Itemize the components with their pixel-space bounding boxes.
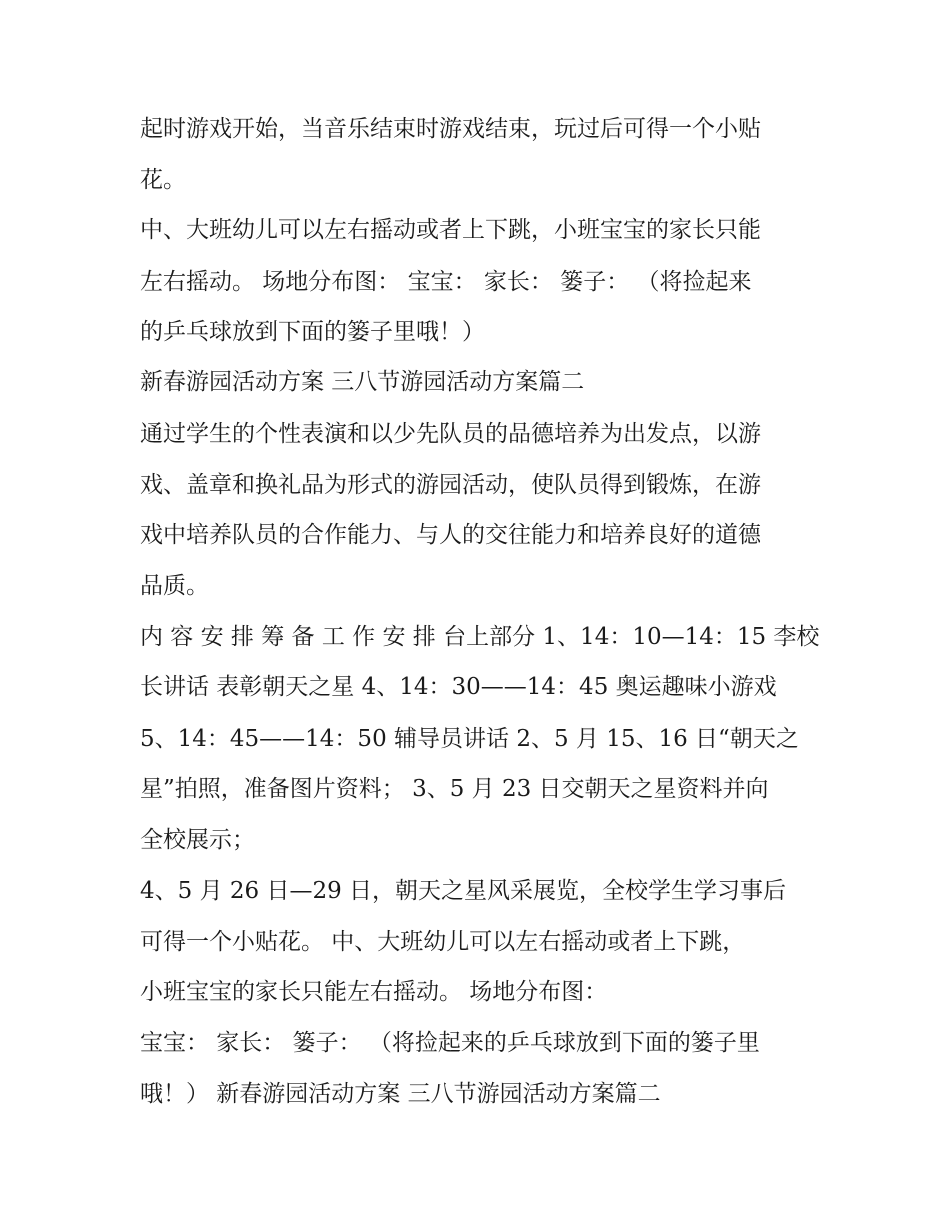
text-line-8: 戏、盖章和换礼品为形式的游园活动，使队员得到锻炼，在游 xyxy=(140,472,761,498)
text-line-15: 全校展示； xyxy=(140,827,255,853)
text-line-16: 4、5 月 26 日—29 日，朝天之星风采展览，全校学生学习事后 xyxy=(140,878,787,904)
text-line-10: 品质。 xyxy=(140,573,209,599)
text-line-18: 小班宝宝的家长只能左右摇动。 场地分布图： xyxy=(140,979,608,1005)
text-line-12: 长讲话 表彰朝天之星 4、14：30——14：45 奥运趣味小游戏 xyxy=(140,674,777,700)
text-line-4: 左右摇动。 场地分布图： 宝宝： 家长： 篓子： （将捡起来 xyxy=(140,269,752,295)
text-line-19: 宝宝： 家长： 篓子： （将捡起来的乒乓球放到下面的篓子里 xyxy=(140,1030,760,1056)
text-line-20: 哦！） 新春游园活动方案 三八节游园活动方案篇二 xyxy=(140,1081,661,1107)
text-line-5: 的乒乓球放到下面的篓子里哦！） xyxy=(140,319,485,345)
text-line-2: 花。 xyxy=(140,167,186,193)
section-heading: 新春游园活动方案 三八节游园活动方案篇二 xyxy=(140,369,585,395)
text-line-9: 戏中培养队员的合作能力、与人的交往能力和培养良好的道德 xyxy=(140,522,761,548)
text-line-14: 星”拍照，准备图片资料； 3、5 月 23 日交朝天之星资料并向 xyxy=(140,776,769,802)
text-line-1: 起时游戏开始，当音乐结束时游戏结束，玩过后可得一个小贴 xyxy=(140,116,761,142)
text-line-11: 内 容 安 排 筹 备 工 作 安 排 台上部分 1、14：10—14：15 李校 xyxy=(140,624,820,650)
text-line-3: 中、大班幼儿可以左右摇动或者上下跳，小班宝宝的家长只能 xyxy=(140,217,761,243)
text-line-17: 可得一个小贴花。 中、大班幼儿可以左右摇动或者上下跳， xyxy=(140,929,746,955)
text-line-13: 5、14：45——14：50 辅导员讲话 2、5 月 15、16 日“朝天之 xyxy=(140,726,799,752)
text-line-7: 通过学生的个性表演和以少先队员的品德培养为出发点，以游 xyxy=(140,421,761,447)
